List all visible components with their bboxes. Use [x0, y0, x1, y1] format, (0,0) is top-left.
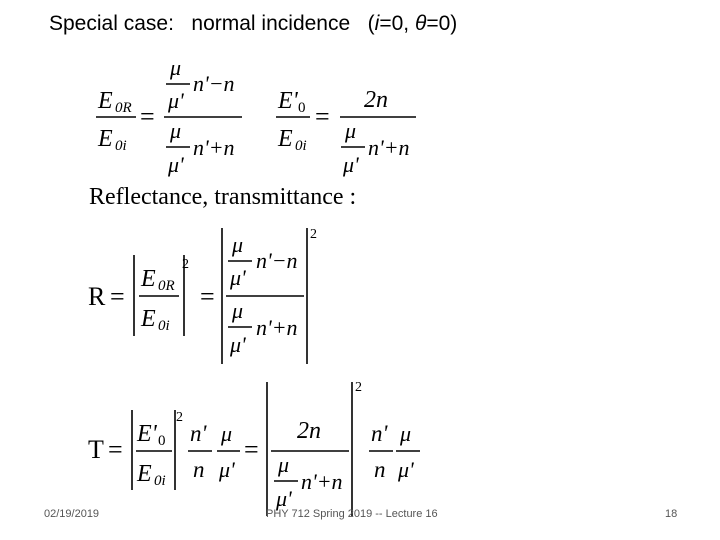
equals-sign: =	[315, 102, 330, 131]
mu-prime-symbol: μ'	[230, 332, 246, 357]
t-symbol: T	[88, 435, 104, 464]
equals-sign: =	[200, 282, 215, 311]
mu-prime-symbol: μ'	[168, 152, 184, 177]
equals-sign: =	[244, 435, 259, 464]
e0i-symbol: E	[141, 306, 156, 332]
exponent-2: 2	[176, 410, 183, 425]
exponent-2: 2	[310, 227, 317, 242]
n-prime-minus-n: n'−n	[193, 71, 235, 96]
mu-symbol: μ	[345, 118, 357, 143]
e0r-symbol: E	[98, 88, 113, 114]
equals-sign: =	[110, 282, 125, 311]
exponent-2: 2	[182, 257, 189, 272]
mu-prime-symbol: μ'	[276, 486, 292, 511]
reflection-amplitude-equation	[96, 55, 242, 177]
e0i-subscript: 0i	[295, 138, 307, 154]
eprime0-symbol: E'	[278, 88, 298, 114]
two-n: 2n	[297, 418, 321, 444]
slide-title: Special case: normal incidence (i=0, θ=0)	[49, 12, 458, 35]
mu-symbol: μ	[170, 118, 182, 143]
n-symbol: n	[193, 457, 205, 482]
e0i-subscript: 0i	[115, 138, 127, 154]
eprime0-symbol: E'	[137, 421, 157, 447]
mu-symbol: μ	[278, 452, 290, 477]
equals-sign: =	[140, 102, 155, 131]
mu-prime-symbol: μ'	[398, 457, 414, 482]
n-prime-plus-n: n'+n	[301, 469, 343, 494]
e0i-symbol: E	[98, 126, 113, 152]
n-symbol: n	[374, 457, 386, 482]
n-prime-plus-n: n'+n	[193, 135, 235, 160]
transmittance-equation	[88, 380, 420, 516]
e0r-subscript: 0R	[158, 278, 175, 294]
transmission-amplitude-equation	[276, 87, 416, 177]
mu-prime-symbol: μ'	[230, 265, 246, 290]
e0r-subscript: 0R	[115, 100, 132, 116]
mu-symbol: μ	[232, 232, 244, 257]
mu-prime-symbol: μ'	[219, 457, 235, 482]
equals-sign: =	[108, 435, 123, 464]
exponent-2: 2	[355, 380, 362, 395]
footer-page-number: 18	[665, 508, 678, 520]
n-prime: n'	[371, 421, 388, 446]
two-n: 2n	[364, 87, 388, 113]
n-prime-minus-n: n'−n	[256, 248, 298, 273]
e0r-symbol: E	[141, 266, 156, 292]
mu-symbol: μ	[221, 421, 233, 446]
mu-symbol: μ	[400, 421, 412, 446]
e0i-subscript: 0i	[154, 473, 166, 489]
reflectance-transmittance-label: Reflectance, transmittance :	[89, 184, 357, 210]
eprime0-subscript: 0	[298, 100, 306, 116]
e0i-subscript: 0i	[158, 318, 170, 334]
reflectance-equation	[88, 227, 317, 364]
e0i-symbol: E	[278, 126, 293, 152]
n-prime-plus-n: n'+n	[256, 315, 298, 340]
mu-prime-symbol: μ'	[343, 152, 359, 177]
n-prime: n'	[190, 421, 207, 446]
r-symbol: R	[88, 282, 106, 311]
footer-date: 02/19/2019	[44, 508, 100, 520]
e0i-symbol: E	[137, 461, 152, 487]
n-prime-plus-n: n'+n	[368, 135, 410, 160]
footer-course-info: PHY 712 Spring 2019 -- Lecture 16	[266, 508, 438, 520]
eprime0-subscript: 0	[158, 433, 166, 449]
mu-symbol: μ	[170, 55, 182, 80]
mu-symbol: μ	[232, 298, 244, 323]
mu-prime-symbol: μ'	[168, 88, 184, 113]
